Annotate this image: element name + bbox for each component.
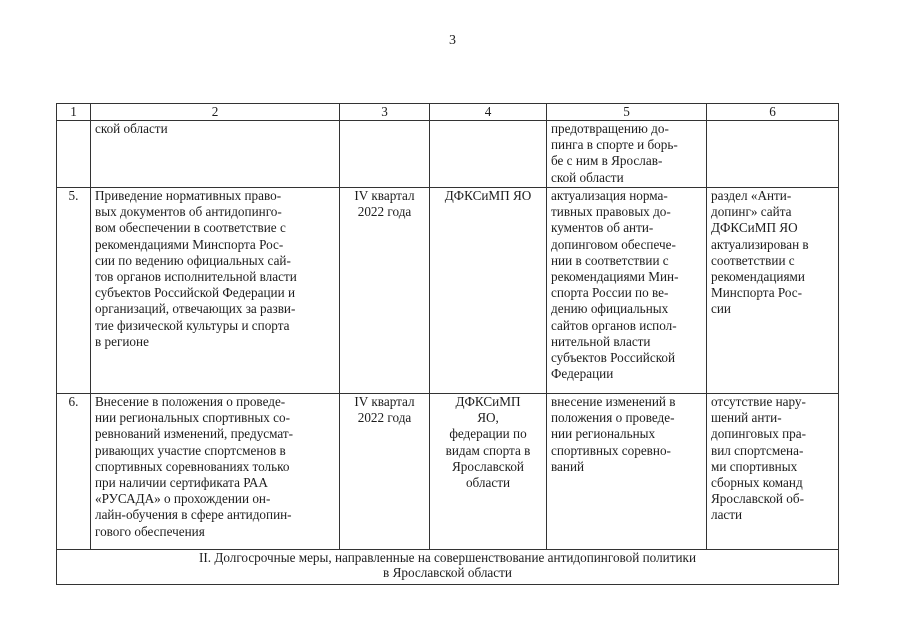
measure-cell: Внесение в положения о проведе- нии региональных спортивных со- ревнований изменений, предусмат- ривающих участие спортсменов в спортивных соревнованиях только при наличии сертификата РАА «РУСАДА» о прохождении он- лайн-обучения в сфере антидопин- гового обеспечения <box>91 394 340 550</box>
section-row <box>57 550 839 585</box>
table-row <box>57 394 839 550</box>
result-cell: актуализация норма- тивных правовых до- кументов об анти- допинговом обеспече- нии в соответствии с рекомендациями Мин- спорта России по ве- дению официальных сайтов органов испол- нительной власти субъектов Российской Федерации <box>547 188 707 394</box>
indicator-cell: раздел «Анти- допинг» сайта ДФКСиМП ЯО актуализирован в соответствии с рекомендациями Минспорта Рос- сии <box>707 188 839 394</box>
row-number <box>57 121 91 188</box>
measures-table <box>56 103 839 585</box>
table-header-row <box>57 104 839 121</box>
indicator-cell: отсутствие нару- шений анти- допинговых пра- вил спортсмена- ми спортивных сборных команд Ярославской об- ласти <box>707 394 839 550</box>
column-header-period: 3 <box>340 104 430 121</box>
column-header-measure: 2 <box>91 104 340 121</box>
table-row <box>57 121 839 188</box>
result-cell: предотвращению до- пинга в спорте и борь- бе с ним в Ярослав- ской области <box>547 121 707 188</box>
row-number: 6. <box>57 394 91 550</box>
row-number: 5. <box>57 188 91 394</box>
table-row <box>57 188 839 394</box>
section-title: II. Долгосрочные меры, направленные на совершенствование антидопинговой политики в Ярославской области <box>57 550 839 585</box>
period-cell: IV квартал 2022 года <box>340 394 430 550</box>
executor-cell <box>430 121 547 188</box>
column-header-indicator: 6 <box>707 104 839 121</box>
column-header-number: 1 <box>57 104 91 121</box>
column-header-result: 5 <box>547 104 707 121</box>
executor-cell: ДФКСиМП ЯО, федерации по видам спорта в Ярославской области <box>430 394 547 550</box>
column-header-executor: 4 <box>430 104 547 121</box>
executor-cell: ДФКСиМП ЯО <box>430 188 547 394</box>
page-number: 3 <box>449 33 456 48</box>
measure-cell: ской области <box>91 121 340 188</box>
indicator-cell <box>707 121 839 188</box>
result-cell: внесение изменений в положения о проведе- нии региональных спортивных соревно- ваний <box>547 394 707 550</box>
period-cell: IV квартал 2022 года <box>340 188 430 394</box>
measure-cell: Приведение нормативных право- вых документов об антидопинго- вом обеспечении в соответствие с рекомендациями Минспорта Рос- сии по ведению официальных сай- тов органов исполнительной власти субъектов Российской Федерации и организаций, отвечающих за разви- тие физической культуры и спорта в регионе <box>91 188 340 394</box>
period-cell <box>340 121 430 188</box>
